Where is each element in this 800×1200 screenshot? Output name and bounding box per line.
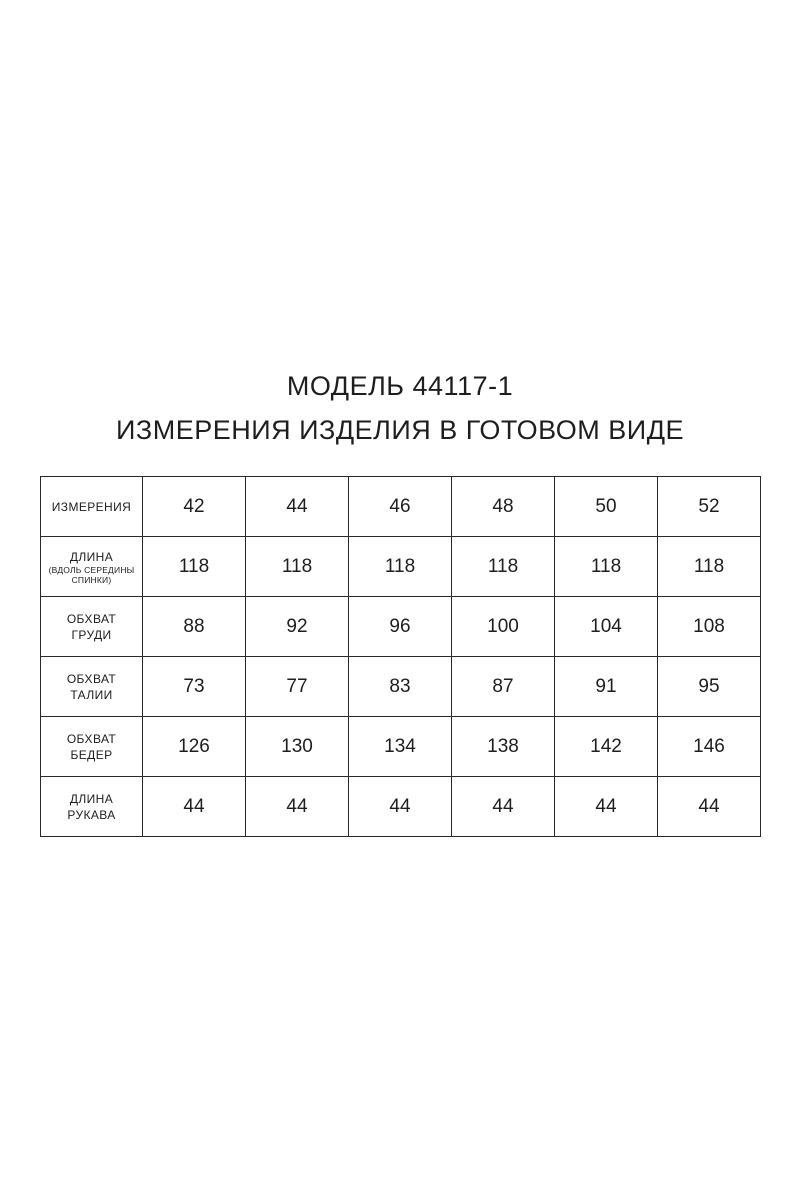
measurement-value: 44 (492, 795, 514, 817)
value-cell (555, 597, 658, 657)
header-label-cell (41, 477, 143, 537)
table-row (41, 777, 761, 837)
row-label-cell (41, 777, 143, 837)
size-header-cell (246, 477, 349, 537)
row-label-cell (41, 657, 143, 717)
value-cell (143, 657, 246, 717)
value-cell (658, 657, 761, 717)
size-header-cell (349, 477, 452, 537)
row-label-cell (41, 717, 143, 777)
value-cell (143, 597, 246, 657)
row-label-line: ТАЛИИ (70, 687, 113, 702)
value-cell (246, 657, 349, 717)
size-value: 46 (389, 495, 411, 517)
value-cell (246, 777, 349, 837)
size-value: 48 (492, 495, 514, 517)
measurement-value: 108 (693, 615, 725, 637)
measurement-value: 126 (178, 735, 210, 757)
size-value: 50 (595, 495, 617, 517)
measurement-value: 134 (384, 735, 416, 757)
row-label-line: ОБХВАТ (66, 611, 117, 626)
value-cell (143, 717, 246, 777)
measurement-value: 118 (693, 555, 725, 577)
value-cell (658, 777, 761, 837)
model-title: МОДЕЛЬ 44117-1 (286, 371, 514, 401)
row-label-line: БЕДЕР (70, 747, 113, 762)
row-label-cell (41, 597, 143, 657)
row-label-line: ОБХВАТ (66, 671, 117, 686)
row-label (41, 549, 142, 585)
measurement-value: 146 (693, 735, 725, 757)
measurement-value: 44 (698, 795, 720, 817)
row-label-line: РУКАВА (67, 807, 116, 822)
measurement-value: 96 (389, 615, 411, 637)
measurement-value: 91 (595, 675, 617, 697)
measurement-value: 118 (281, 555, 313, 577)
measurement-value: 73 (183, 675, 205, 697)
row-label-note: СПИНКИ) (71, 574, 112, 585)
header-row (41, 477, 761, 537)
row-label-line: ГРУДИ (71, 627, 112, 642)
title-block (0, 364, 800, 452)
measurement-value: 118 (487, 555, 519, 577)
value-cell (452, 657, 555, 717)
measurement-value: 138 (487, 735, 519, 757)
value-cell (452, 777, 555, 837)
row-label (41, 611, 142, 643)
measurement-value: 130 (281, 735, 313, 757)
size-header-cell (658, 477, 761, 537)
measurement-value: 88 (183, 615, 205, 637)
measurement-value: 100 (487, 615, 519, 637)
measurement-value: 87 (492, 675, 514, 697)
measurement-value: 83 (389, 675, 411, 697)
row-label-line: ДЛИНА (69, 549, 114, 564)
measurement-value: 118 (178, 555, 210, 577)
value-cell (246, 597, 349, 657)
row-label-note: (ВДОЛЬ СЕРЕДИНЫ (48, 564, 135, 575)
size-header-cell (143, 477, 246, 537)
measurement-value: 92 (286, 615, 308, 637)
measurement-value: 44 (389, 795, 411, 817)
value-cell (349, 717, 452, 777)
measurement-value: 104 (590, 615, 622, 637)
row-label (41, 731, 142, 763)
row-label (41, 671, 142, 703)
measurement-value: 118 (590, 555, 622, 577)
size-value: 44 (286, 495, 308, 517)
value-cell (658, 597, 761, 657)
value-cell (452, 537, 555, 597)
value-cell (452, 597, 555, 657)
value-cell (143, 537, 246, 597)
size-chart-table (40, 476, 761, 837)
table-row (41, 717, 761, 777)
measurement-value: 77 (286, 675, 308, 697)
header-label: ИЗМЕРЕНИЯ (51, 499, 132, 514)
size-value: 52 (698, 495, 720, 517)
row-label-line: ОБХВАТ (66, 731, 117, 746)
value-cell (143, 777, 246, 837)
row-label-cell (41, 537, 143, 597)
value-cell (349, 537, 452, 597)
value-cell (555, 717, 658, 777)
value-cell (349, 777, 452, 837)
measurement-value: 44 (595, 795, 617, 817)
value-cell (349, 597, 452, 657)
measurement-value: 44 (286, 795, 308, 817)
value-cell (452, 717, 555, 777)
size-header-cell (452, 477, 555, 537)
value-cell (555, 777, 658, 837)
measurement-value: 118 (384, 555, 416, 577)
table-row (41, 657, 761, 717)
value-cell (555, 657, 658, 717)
size-header-cell (555, 477, 658, 537)
value-cell (246, 537, 349, 597)
value-cell (555, 537, 658, 597)
table-row (41, 597, 761, 657)
measurement-value: 95 (698, 675, 720, 697)
value-cell (246, 717, 349, 777)
value-cell (349, 657, 452, 717)
row-label-line: ДЛИНА (69, 791, 114, 806)
value-cell (658, 537, 761, 597)
measurement-value: 44 (183, 795, 205, 817)
table-row (41, 537, 761, 597)
measurement-value: 142 (590, 735, 622, 757)
value-cell (658, 717, 761, 777)
page-subtitle: ИЗМЕРЕНИЯ ИЗДЕЛИЯ В ГОТОВОМ ВИДЕ (116, 415, 684, 445)
row-label (41, 791, 142, 823)
size-value: 42 (183, 495, 205, 517)
